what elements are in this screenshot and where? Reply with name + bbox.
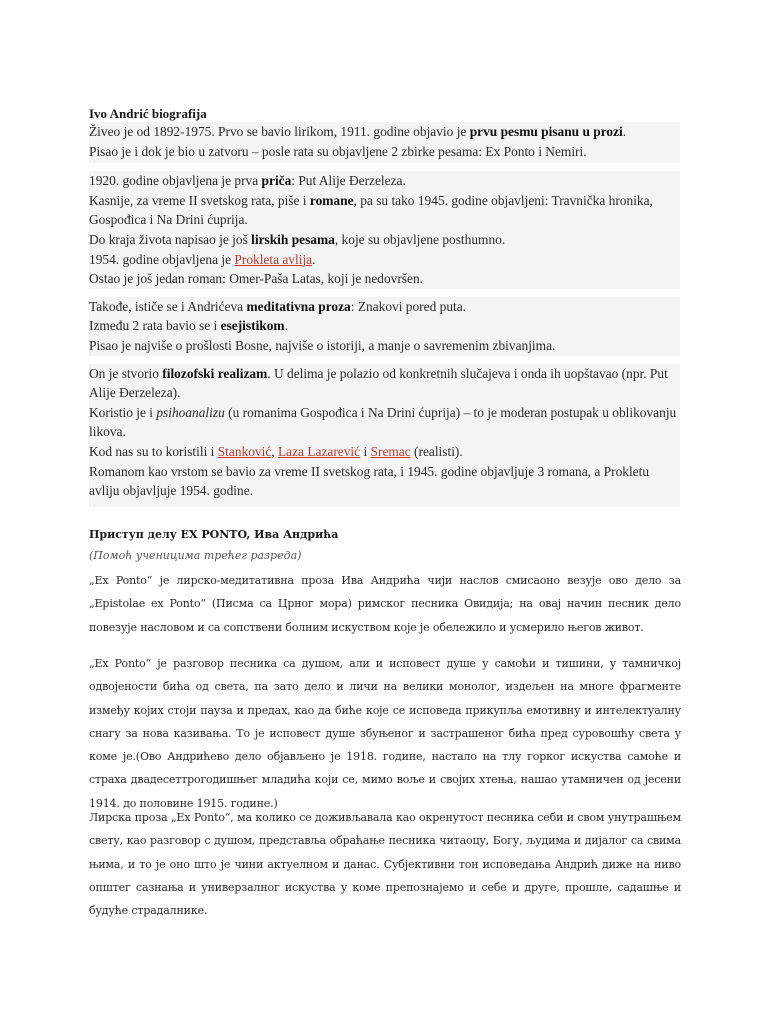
ex-ponto-paragraph-3: Лирска проза „Ex Ponto“, ма колико се доживљавала као окренутост песника себи и свом унутрашњем свету, као разговор с душом, представља обраћање песника читаоцу, Богу, људима и дијалог са свима њима, и то је оно што је чини актуелном и данас. Субјективни тон исповедања Андрић диже на ниво општег сазнања и универзалног искуства у коме препознајемо и себе и друге, прошле, садашње и будуће страдалнике. xyxy=(89,811,681,918)
bio-paragraph-4 xyxy=(89,364,680,507)
text: On je stvorio xyxy=(89,365,163,381)
italic-text: psihoanalizu xyxy=(156,404,225,420)
text: Kasnije, za vreme II svetskog rata, piše i xyxy=(89,192,310,208)
text: , pa su tako 1945. godine objavljeni: Travnička hronika, Gospođica i Na Drini ćuprija. xyxy=(89,192,653,228)
text: (realisti). xyxy=(410,443,463,459)
text: . xyxy=(312,251,316,267)
bold-text: esejistikom xyxy=(220,318,285,334)
bold-text: romane xyxy=(309,192,354,208)
text: Koristio je i xyxy=(89,404,157,420)
link-stankovic[interactable]: Stanković xyxy=(217,443,272,459)
text: . xyxy=(622,124,627,139)
ex-ponto-title: Приступ делу EX PONTO, Ива Андрића xyxy=(89,528,339,541)
text: . U delima je polazio od konkretnih slučajeva i onda ih uopštavao (npr. Put Alije Đerzeleza). xyxy=(89,365,668,401)
text: 1954. godine objavljena je xyxy=(89,251,235,267)
text: Takođe, ističe se i Andrićeva xyxy=(89,298,247,314)
bold-text: filozofski realizam xyxy=(162,365,268,381)
link-laza-lazarevic[interactable]: Laza Lazarević xyxy=(277,443,361,459)
bio-paragraph-1 xyxy=(89,122,680,163)
text: , xyxy=(271,443,278,459)
text: . xyxy=(284,318,288,334)
bio-section xyxy=(89,122,680,507)
bio-paragraph-3 xyxy=(89,297,680,356)
bold-text: lirskih pesama xyxy=(251,231,335,247)
text: Pisao je najviše o prošlosti Bosne, najviše o istoriji, a manje o savremenim zbivanjima. xyxy=(89,337,556,353)
text: 1920. godine objavljena je prva xyxy=(89,173,262,189)
bold-text: prvu pesmu pisanu u prozi xyxy=(469,124,623,139)
bio-title: Ivo Andrić biografija xyxy=(89,106,207,121)
text: : Znakovi pored puta. xyxy=(350,298,467,314)
bio-paragraph-2 xyxy=(89,171,680,289)
text: Živeo je od 1892-1975. Prvo se bavio lirikom, 1911. godine objavio je xyxy=(89,124,470,139)
text: : Put Alije Đerzeleza. xyxy=(291,173,406,189)
text: Između 2 rata bavio se i xyxy=(89,318,221,334)
link-prokleta-avlija[interactable]: Prokleta avlija xyxy=(234,251,313,267)
text: , koje su objavljene posthumno. xyxy=(334,231,506,247)
link-sremac[interactable]: Sremac xyxy=(370,443,411,459)
text: Romanom kao vrstom se bavio za vreme II svetskog rata, i 1945. godine objavljuje 3 romana, a Prokletu avliju objavljuje 1954. godine. xyxy=(89,463,650,499)
text: Ostao je još jedan roman: Omer-Paša Latas, koji je nedovršen. xyxy=(89,271,424,287)
ex-ponto-paragraph-1: „Ex Ponto“ је лирско-медитативна проза Ива Андрића чији наслов смисаоно везује ово дело за „Epistolae ex Ponto“ (Писма са Црног мора) римског песника Овидија; на овај начин песник дело повезује насловом и са сопствени болним искуством које је обележило и усмерило његов живот. xyxy=(89,574,681,634)
text: Pisao je i dok je bio u zatvoru – posle rata su objavljene 2 zbirke pesama: Ex Ponto i Nemiri. xyxy=(89,143,587,159)
ex-ponto-subtitle: (Помоћ ученицима трећег разреда) xyxy=(89,549,302,562)
text: Do kraja života napisao je još xyxy=(89,231,252,247)
text: Kod nas su to koristili i xyxy=(89,443,218,459)
ex-ponto-paragraph-2: „Ex Ponto“ је разговор песника са душом, али и исповест душе у самоћи и тишини, у тамничкој одвојености бића од света, па зато дело и личи на велики монолог, издељен на многе фрагменте између којих стоји пауза и предах, као да биће које се исповеда прикупља емотивну и интелектуалну снагу за нова казивања. То је исповест душе збуњеног и застрашеног бића пред суровошћу света у коме је.(Ово Андрићево дело објављено је 1918. године, настало на тлу горког искуства самоће и страха двадесеттрогодишњег младића који се, мимо воље и својих хтења, нашао утамничен од јесени 1914. до половине 1915. године.) xyxy=(89,657,681,810)
text: i xyxy=(360,443,371,459)
text: (u romanima Gospođica i Na Drini ćuprija) – to je moderan postupak u oblikovanju likova. xyxy=(89,404,677,440)
bold-text: priča xyxy=(261,173,292,189)
bold-text: meditativna proza xyxy=(246,298,351,314)
